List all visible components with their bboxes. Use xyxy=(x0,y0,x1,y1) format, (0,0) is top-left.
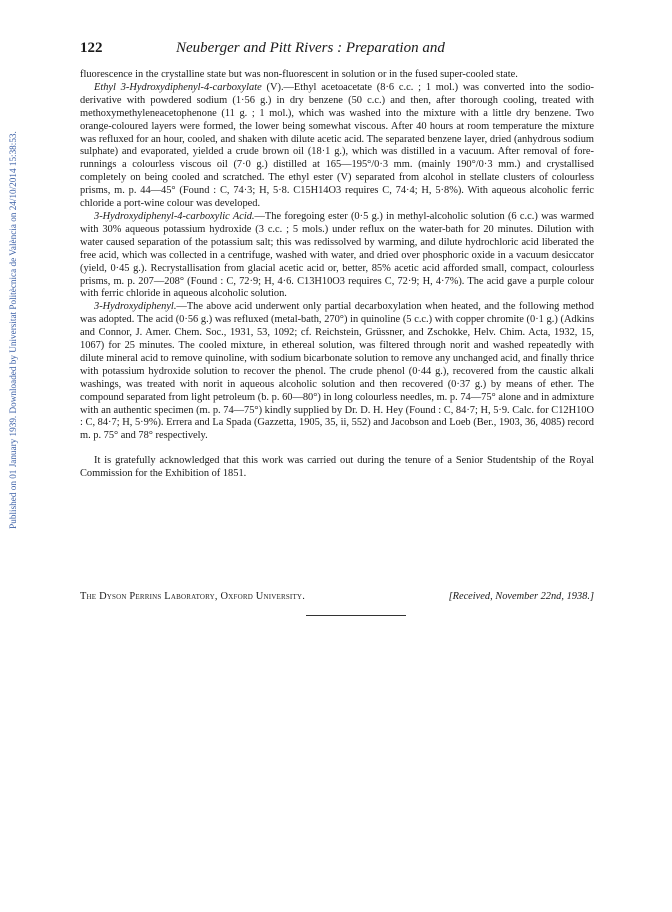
laboratory-name: The Dyson Perrins Laboratory, Oxford University. xyxy=(80,591,305,602)
end-rule xyxy=(306,615,406,616)
download-watermark xyxy=(2,90,24,570)
paragraph-carboxylic-acid-text: —The foregoing ester (0·5 g.) in methyl-alcoholic solution (6 c.c.) was warmed with 30% aqueous potassium hydroxide (3 c.c. ; 5 mols.) under reflux on the water-bath for 20 minutes. Dilution with water caused separation of the potassium salt; this was redissolved by warming, and dilute hydrochloric acid liberated the free acid, which was collected in a centrifuge, washed with water, and dried over phosphoric oxide in a vacuum desiccator (yield, 0·45 g.). Recrystallisation from glacial acetic acid or, better, 85% acetic acid afforded small, compact, colourless prisms, m. p. 207—208° (Found : C, 72·9; H, 4·6. C13H10O3 requires C, 72·9; H, 4·7%). The acid gave a purple colour with ferric chloride in aqueous alcoholic solution. xyxy=(80,210,594,300)
paragraph-fluorescence: fluorescence in the crystalline state but was non-fluorescent in solution or in the fused super-cooled state. xyxy=(80,69,518,80)
received-date: [Received, November 22nd, 1938.] xyxy=(448,591,594,602)
paragraph-ethyl-ester-text: (V).—Ethyl acetoacetate (8·6 c.c. ; 1 mol.) was converted into the sodio-derivative with powdered sodium (1·56 g.) in dry benzene (50 c.c.) and then, after thorough cooling, treated with methoxymethyleneacetophenone (11 g. ; 1 mol.), which was washed into the mixture with a little dry benzene. Two orange-coloured layers were formed, the lower being somewhat viscous. After 40 hours at room temperature the mixture was refluxed for an hour, cooled, and shaken with dilute acetic acid. The separated benzene layer, dried (anhydrous sodium sulphate) and evaporated, yielded a crude brown oil (18·1 g.), which was distilled in a vacuum. After removal of fore-runnings a colourless viscous oil (7·0 g.) distilled at 165—195°/0·3 mm. (mainly 190°/0·3 mm.) and crystallised completely on being cooled and scratched. The ethyl ester (V) separated from alcohol in stellate clusters of colourless prisms, m. p. 44—45° (Found : C, 74·3; H, 5·8. C15H14O3 requires C, 74·4; H, 5·8%). With aqueous alcoholic ferric chloride a port-wine colour was developed. xyxy=(80,81,594,210)
download-watermark-text: Published on 01 January 1939. Downloaded by Universitat Politècnica de València on 24/10/2014 15:38:53. xyxy=(8,131,19,529)
article-body xyxy=(80,69,594,481)
section-title-ethyl-ester: Ethyl 3-Hydroxydiphenyl-4-carboxylate xyxy=(94,81,262,93)
running-title: Neuberger and Pitt Rivers : Preparation and xyxy=(176,40,445,56)
page-number: 122 xyxy=(80,40,103,56)
paragraph-hydroxydiphenyl xyxy=(80,301,594,443)
paragraph-hydroxydiphenyl-text: —The above acid underwent only partial decarboxylation when heated, and the following method was adopted. The acid (0·56 g.) was refluxed (metal-bath, 270°) in quinoline (5 c.c.) with copper chromite (0·1 g.) (Adkins and Connor, J. Amer. Chem. Soc., 1931, 53, 1092; cf. Reichstein, Grüssner, and Zschokke, Helv. Chim. Acta, 1932, 15, 1067) for 25 minutes. The cooled mixture, in ethereal solution, was filtered through norit and washed repeatedly with dilute mineral acid to remove quinoline, with sodium bicarbonate solution to remove any unchanged acid, and finally thrice with potassium hydroxide solution to recover the phenol. The crude phenol (0·44 g.), recovered from the caustic alkali washings, was treated with norit in aqueous alcoholic solution and then recovered (0·37 g.) by means of ether. The compound separated from light petroleum (b. p. 60—80°) in long colourless needles, m. p. 74—75° alone and in admixture with an authentic specimen (m. p. 74—75°) kindly supplied by Dr. D. H. Hey (Found : C, 84·7; H, 5·9. Calc. for C12H10O : C, 84·7; H, 5·9%). Errera and La Spada (Gazzetta, 1905, 35, ii, 552) and Jacobson and Loeb (Ber., 1903, 36, 4085) record m. p. 75° and 78° respectively. xyxy=(80,301,594,442)
paragraph-carboxylic-acid xyxy=(80,211,594,301)
affiliation-line xyxy=(80,591,594,602)
paragraph-acknowledgement: It is gratefully acknowledged that this work was carried out during the tenure of a Senior Studentship of the Royal Commission for the Exhibition of 1851. xyxy=(80,455,594,480)
section-title-hydroxydiphenyl: 3-Hydroxydiphenyl. xyxy=(94,301,177,313)
paragraph-ethyl-ester xyxy=(80,82,594,211)
page-header xyxy=(80,40,594,60)
section-title-carboxylic-acid: 3-Hydroxydiphenyl-4-carboxylic Acid. xyxy=(94,210,255,222)
